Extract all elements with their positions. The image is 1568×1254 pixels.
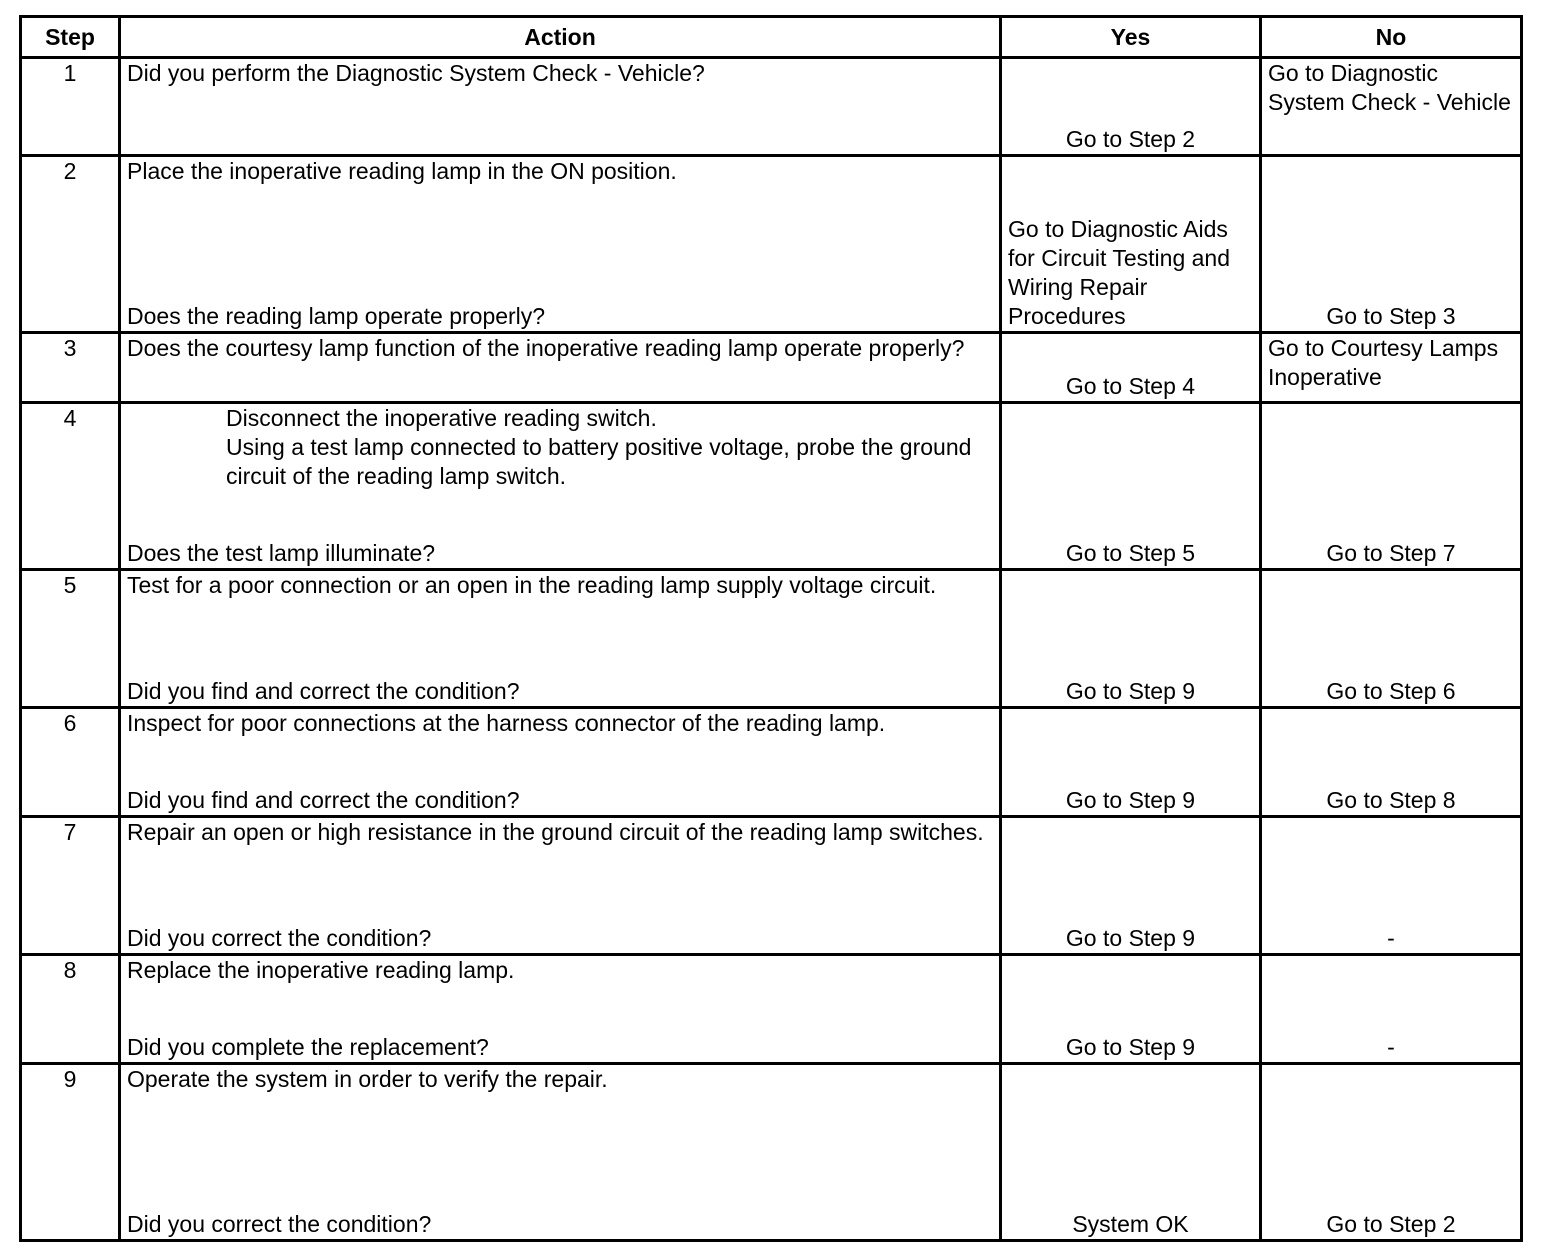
yes-result: Go to Step 2 [1065, 126, 1196, 152]
no-result: Go to Diagnostic System Check - Vehicle [1268, 60, 1511, 115]
no-result: - [1387, 925, 1395, 951]
action-cell [120, 58, 1001, 156]
step-number: 6 [21, 708, 120, 817]
yes-cell [1001, 333, 1261, 403]
action-question: Did you find and correct the condition? [127, 678, 520, 704]
no-result: Go to Step 3 [1326, 303, 1456, 329]
action-cell [120, 708, 1001, 817]
step-number: 2 [21, 156, 120, 333]
yes-result: Go to Step 9 [1065, 925, 1196, 951]
action-text: Repair an open or high resistance in the ground circuit of the reading lamp switches. [127, 819, 984, 845]
yes-result: Go to Step 9 [1065, 787, 1196, 813]
no-cell [1261, 955, 1522, 1064]
table-row [21, 58, 1522, 156]
diagnostic-table [19, 15, 1523, 1242]
no-result: Go to Courtesy Lamps Inoperative [1268, 335, 1499, 390]
no-result: Go to Step 6 [1326, 678, 1456, 704]
step-number: 4 [21, 403, 120, 570]
table-row [21, 570, 1522, 708]
yes-result: System OK [1072, 1211, 1189, 1237]
yes-result: Go to Step 4 [1065, 373, 1196, 399]
action-text: Place the inoperative reading lamp in the ON position. [127, 158, 677, 184]
header-action: Action [120, 17, 1001, 58]
action-line: Using a test lamp connected to battery positive voltage, probe the ground circuit of the reading lamp switch. [226, 434, 972, 489]
table-row [21, 333, 1522, 403]
no-result: - [1387, 1034, 1395, 1060]
no-result: Go to Step 8 [1326, 787, 1456, 813]
no-cell [1261, 708, 1522, 817]
action-cell [120, 156, 1001, 333]
action-text: Test for a poor connection or an open in the reading lamp supply voltage circuit. [127, 572, 937, 598]
header-yes: Yes [1001, 17, 1261, 58]
table-row [21, 955, 1522, 1064]
no-cell [1261, 58, 1522, 156]
table-row [21, 403, 1522, 570]
action-cell [120, 1064, 1001, 1241]
action-line: Disconnect the inoperative reading switch. [226, 405, 657, 431]
action-question: Did you find and correct the condition? [127, 787, 520, 813]
action-question: Did you correct the condition? [127, 925, 432, 951]
action-question: Does the test lamp illuminate? [127, 540, 436, 566]
no-cell [1261, 570, 1522, 708]
action-text: Inspect for poor connections at the harness connector of the reading lamp. [127, 710, 886, 736]
yes-result: Go to Diagnostic Aids for Circuit Testing and Wiring Repair Procedures [1008, 216, 1231, 329]
yes-cell [1001, 955, 1261, 1064]
step-number: 9 [21, 1064, 120, 1241]
action-text: Does the courtesy lamp function of the inoperative reading lamp operate properly? [127, 335, 965, 361]
action-cell [120, 817, 1001, 955]
step-number: 3 [21, 333, 120, 403]
table-row [21, 708, 1522, 817]
yes-cell [1001, 403, 1261, 570]
yes-cell [1001, 1064, 1261, 1241]
table-row [21, 817, 1522, 955]
table-row [21, 1064, 1522, 1241]
header-row [21, 17, 1522, 58]
yes-cell [1001, 708, 1261, 817]
action-cell [120, 403, 1001, 570]
yes-cell [1001, 156, 1261, 333]
no-result: Go to Step 7 [1326, 540, 1456, 566]
action-question: Did you correct the condition? [127, 1211, 432, 1237]
yes-result: Go to Step 5 [1065, 540, 1196, 566]
yes-cell [1001, 58, 1261, 156]
step-number: 1 [21, 58, 120, 156]
action-text: Did you perform the Diagnostic System Check - Vehicle? [127, 60, 705, 86]
action-cell [120, 570, 1001, 708]
no-result: Go to Step 2 [1326, 1211, 1456, 1237]
no-cell [1261, 403, 1522, 570]
no-cell [1261, 156, 1522, 333]
action-cell [120, 333, 1001, 403]
step-number: 5 [21, 570, 120, 708]
action-question: Does the reading lamp operate properly? [127, 303, 546, 329]
header-no: No [1261, 17, 1522, 58]
action-cell [120, 955, 1001, 1064]
yes-result: Go to Step 9 [1065, 678, 1196, 704]
action-text: Replace the inoperative reading lamp. [127, 957, 515, 983]
action-question: Did you complete the replacement? [127, 1034, 489, 1060]
yes-cell [1001, 570, 1261, 708]
step-number: 8 [21, 955, 120, 1064]
header-step: Step [21, 17, 120, 58]
no-cell [1261, 333, 1522, 403]
no-cell [1261, 817, 1522, 955]
no-cell [1261, 1064, 1522, 1241]
table-row [21, 156, 1522, 333]
step-number: 7 [21, 817, 120, 955]
action-text: Operate the system in order to verify the repair. [127, 1066, 608, 1092]
yes-cell [1001, 817, 1261, 955]
yes-result: Go to Step 9 [1065, 1034, 1196, 1060]
